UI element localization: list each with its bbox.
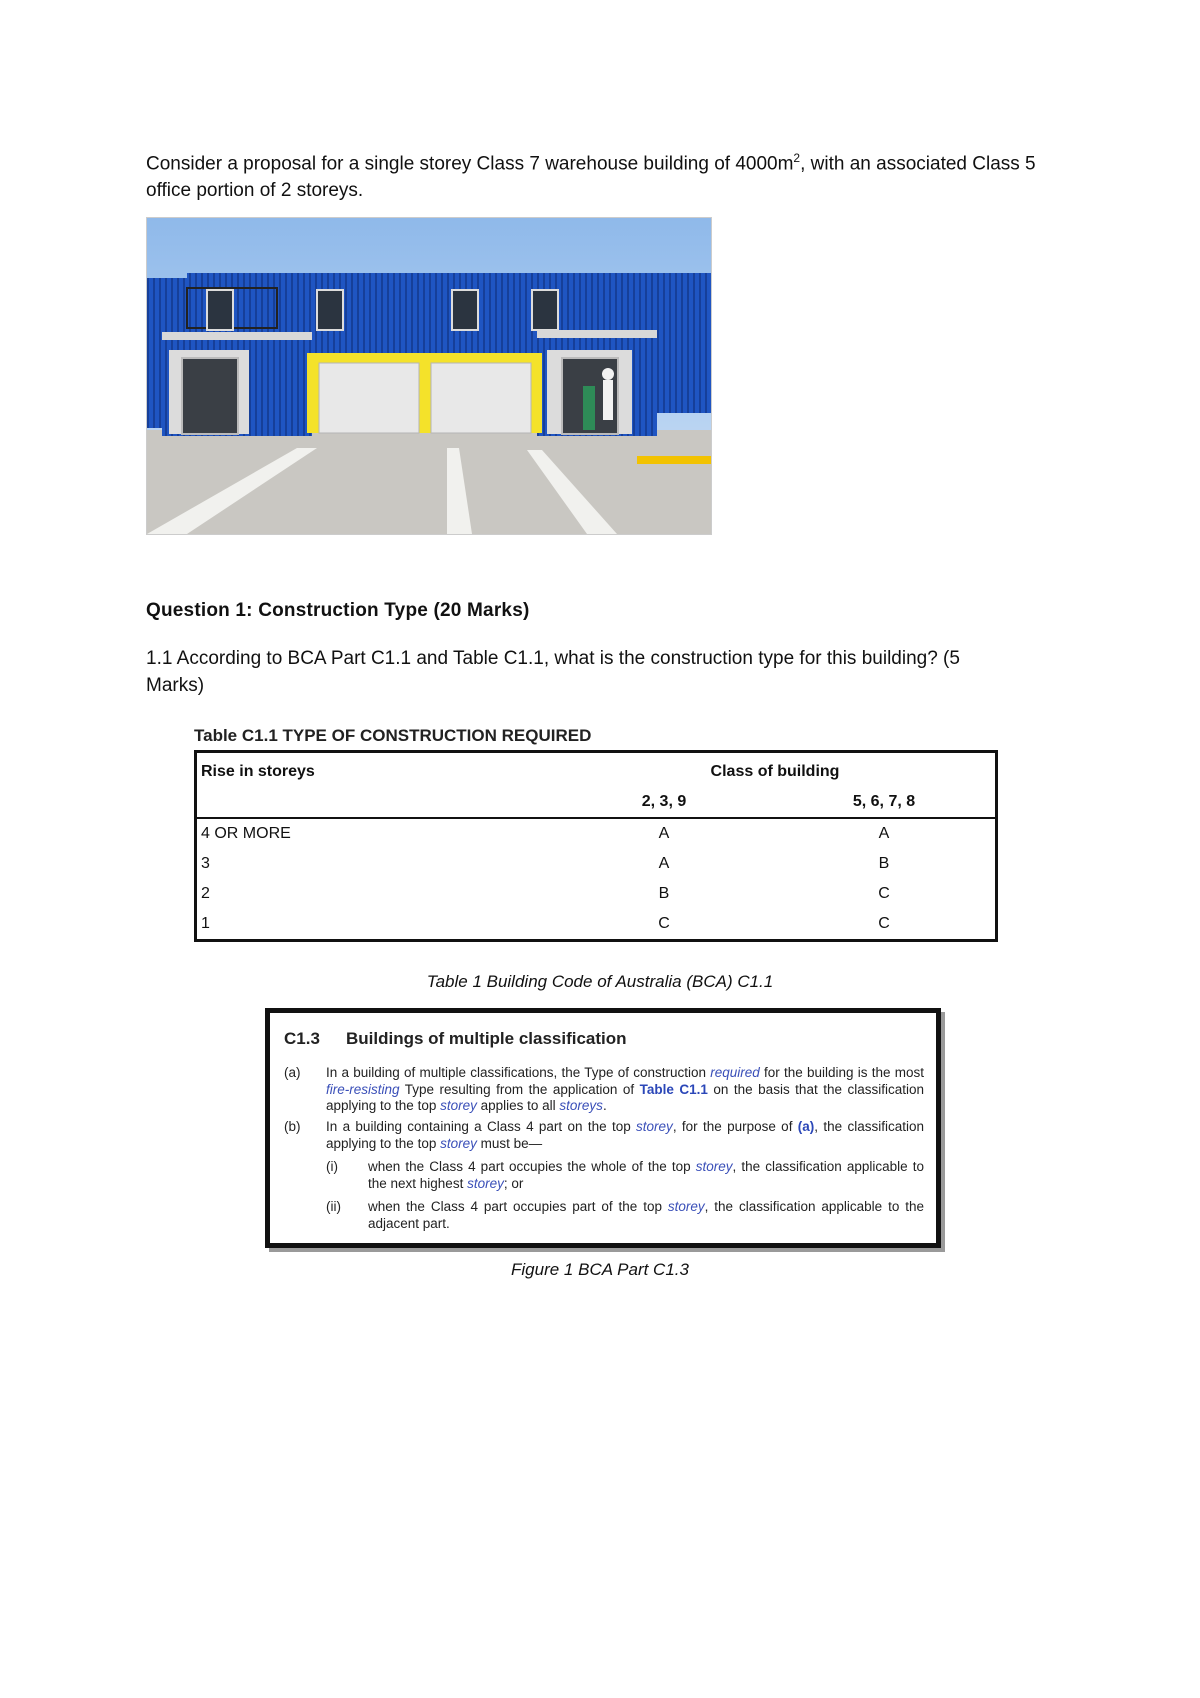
type-cell: A	[658, 855, 670, 872]
subclause-label: (ii)	[326, 1199, 341, 1214]
type-cell: B	[658, 885, 670, 902]
rise-cell: 4 OR MORE	[201, 825, 291, 842]
rise-header: Rise in storeys	[201, 763, 315, 780]
building-photo	[146, 217, 712, 535]
table-row	[196, 909, 997, 941]
subclause-text: when the Class 4 part occupies the whole of the top storey, the classification applicable to the next highest storey; or	[368, 1159, 924, 1191]
clause-b	[284, 1119, 924, 1152]
clause-a	[284, 1065, 924, 1115]
subclause-text: when the Class 4 part occupies part of the top storey, the classification applicable to the adjacent part.	[368, 1199, 924, 1231]
type-cell: A	[878, 825, 890, 842]
construction-type-table	[194, 750, 998, 942]
rise-cell: 3	[201, 855, 210, 872]
figure-title	[284, 1031, 627, 1048]
class-header: Class of building	[710, 763, 840, 780]
rise-cell: 1	[201, 915, 210, 932]
subclause-i	[326, 1159, 924, 1192]
subclause-label: (i)	[326, 1159, 338, 1174]
type-cell: C	[878, 885, 890, 902]
intro-text-after: , with an associated Class 5 office portion of 2 storeys.	[146, 153, 1036, 202]
clause-label: (b)	[284, 1119, 301, 1134]
figure-clause-title: Buildings of multiple classification	[346, 1029, 627, 1048]
clause-text: In a building of multiple classifications, the Type of construction required for the building is the most fire-resisting Type resulting from the application of Table C1.1 on the basis that the classification applying to the top storey applies to all storeys.	[326, 1065, 924, 1113]
intro-paragraph	[146, 145, 1046, 204]
table-caption: Table 1 Building Code of Australia (BCA) C1.1	[426, 972, 774, 991]
figure-clause-number: C1.3	[284, 1029, 320, 1048]
table-heading: Table C1.1 TYPE OF CONSTRUCTION REQUIRED	[194, 726, 592, 745]
col-header-2-3-9: 2, 3, 9	[555, 787, 773, 818]
type-cell: A	[658, 825, 670, 842]
table-row	[196, 818, 997, 849]
figure-caption: Figure 1 BCA Part C1.3	[511, 1260, 689, 1279]
table-row	[196, 849, 997, 879]
bca-c1-3-figure	[265, 1008, 941, 1248]
question-text: 1.1 According to BCA Part C1.1 and Table C1.1, what is the construction type for this building? (5 Marks)	[146, 648, 960, 696]
question-title: Question 1: Construction Type (20 Marks)	[146, 600, 530, 621]
rise-cell: 2	[201, 885, 210, 902]
type-cell: C	[658, 915, 670, 932]
intro-text-before: Consider a proposal for a single storey Class 7 warehouse building of 4000m	[146, 153, 794, 175]
type-cell: B	[878, 855, 890, 872]
clause-text: In a building containing a Class 4 part on the top storey, for the purpose of (a), the classification applying to the top storey must be—	[326, 1119, 924, 1151]
table-row	[196, 879, 997, 909]
type-cell: C	[878, 915, 890, 932]
intro-superscript: 2	[793, 151, 801, 165]
col-header-5-6-7-8: 5, 6, 7, 8	[773, 787, 997, 818]
subclause-ii	[326, 1199, 924, 1232]
clause-label: (a)	[284, 1065, 301, 1080]
